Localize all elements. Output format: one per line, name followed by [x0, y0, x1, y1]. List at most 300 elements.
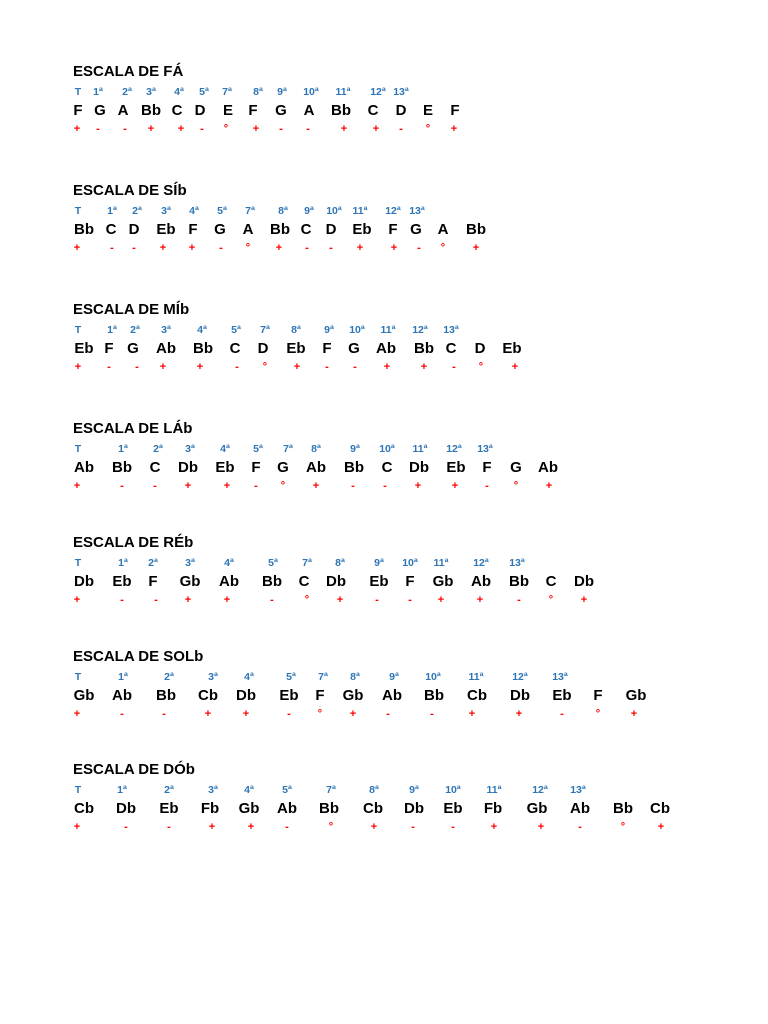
- interval-marker: +: [349, 708, 357, 720]
- scale-section: [0, 761, 768, 841]
- note-label: E: [422, 102, 434, 119]
- interval-marker: +: [275, 242, 283, 254]
- interval-marker: +: [312, 480, 320, 492]
- interval-marker: °: [440, 242, 446, 254]
- interval-marker: -: [123, 123, 127, 135]
- degree-label: 9ª: [409, 784, 419, 796]
- degree-label: 8ª: [350, 671, 360, 683]
- degree-label: 2ª: [122, 86, 132, 98]
- interval-marker: °: [548, 594, 554, 606]
- interval-marker: +: [184, 594, 192, 606]
- scale-section: [0, 648, 768, 728]
- interval-marker: +: [242, 708, 250, 720]
- degree-label: 12ª: [532, 784, 548, 796]
- note-label: D: [194, 102, 206, 119]
- note-label: Eb: [215, 459, 235, 476]
- degree-label: 2ª: [153, 443, 163, 455]
- interval-marker: -: [153, 480, 157, 492]
- note-label: F: [148, 573, 158, 590]
- interval-marker: +: [580, 594, 588, 606]
- note-label: F: [104, 340, 114, 357]
- interval-marker: -: [279, 123, 283, 135]
- interval-marker: -: [235, 361, 239, 373]
- degree-label: 8ª: [369, 784, 379, 796]
- interval-marker: +: [414, 480, 422, 492]
- note-label: G: [94, 102, 106, 119]
- interval-marker: +: [204, 708, 212, 720]
- note-label: Eb: [443, 800, 463, 817]
- interval-marker: +: [252, 123, 260, 135]
- interval-marker: -: [120, 594, 124, 606]
- note-label: Bb: [344, 459, 364, 476]
- interval-marker: -: [560, 708, 564, 720]
- interval-marker: +: [208, 821, 216, 833]
- degree-label: 3ª: [208, 671, 218, 683]
- interval-marker: -: [329, 242, 333, 254]
- scale-title: ESCALA DE DÓb: [73, 761, 195, 778]
- note-label: C: [367, 102, 379, 119]
- note-label: Gb: [526, 800, 548, 817]
- interval-marker: -: [411, 821, 415, 833]
- interval-marker: -: [451, 821, 455, 833]
- interval-marker: +: [147, 123, 155, 135]
- degree-label: 7ª: [245, 205, 255, 217]
- interval-marker: -: [107, 361, 111, 373]
- note-label: F: [593, 687, 603, 704]
- degree-label: 10ª: [402, 557, 418, 569]
- degree-label: 9ª: [324, 324, 334, 336]
- degree-label: 4ª: [244, 671, 254, 683]
- degree-label: 10ª: [425, 671, 441, 683]
- degree-label: 12ª: [385, 205, 401, 217]
- degree-label: 5ª: [199, 86, 209, 98]
- interval-marker: -: [110, 242, 114, 254]
- interval-marker: +: [223, 480, 231, 492]
- interval-marker: +: [188, 242, 196, 254]
- note-label: Bb: [112, 459, 132, 476]
- note-label: F: [450, 102, 460, 119]
- note-label: C: [545, 573, 557, 590]
- note-label: C: [171, 102, 183, 119]
- degree-label: 12ª: [370, 86, 386, 98]
- note-label: C: [229, 340, 241, 357]
- interval-marker: °: [328, 821, 334, 833]
- degree-label: 1ª: [107, 205, 117, 217]
- scale-section: [0, 301, 768, 381]
- note-label: Eb: [446, 459, 466, 476]
- degree-label: 8ª: [291, 324, 301, 336]
- interval-marker: +: [515, 708, 523, 720]
- note-label: F: [482, 459, 492, 476]
- note-label: Ab: [156, 340, 176, 357]
- interval-marker: +: [73, 708, 81, 720]
- interval-marker: +: [420, 361, 428, 373]
- note-label: F: [315, 687, 325, 704]
- interval-marker: -: [417, 242, 421, 254]
- interval-marker: °: [425, 123, 431, 135]
- note-label: D: [128, 221, 140, 238]
- interval-marker: -: [154, 594, 158, 606]
- interval-marker: +: [451, 480, 459, 492]
- note-label: F: [188, 221, 198, 238]
- note-label: Bb: [613, 800, 633, 817]
- degree-label: 7ª: [302, 557, 312, 569]
- degree-label: 8ª: [335, 557, 345, 569]
- interval-marker: -: [353, 361, 357, 373]
- note-label: D: [395, 102, 407, 119]
- interval-marker: -: [124, 821, 128, 833]
- interval-marker: °: [280, 480, 286, 492]
- note-label: F: [322, 340, 332, 357]
- degree-label: 9ª: [350, 443, 360, 455]
- degree-label: 1ª: [93, 86, 103, 98]
- note-label: F: [251, 459, 261, 476]
- note-label: Ab: [112, 687, 132, 704]
- note-label: C: [149, 459, 161, 476]
- interval-marker: °: [245, 242, 251, 254]
- note-label: Bb: [193, 340, 213, 357]
- note-label: Db: [404, 800, 424, 817]
- note-label: F: [405, 573, 415, 590]
- interval-marker: -: [399, 123, 403, 135]
- interval-marker: -: [167, 821, 171, 833]
- note-label: A: [242, 221, 254, 238]
- note-label: Bb: [509, 573, 529, 590]
- degree-label: 5ª: [268, 557, 278, 569]
- degree-label: 4ª: [197, 324, 207, 336]
- interval-marker: °: [620, 821, 626, 833]
- degree-label: 3ª: [161, 324, 171, 336]
- degree-label: 11ª: [380, 324, 396, 336]
- degree-label: 11ª: [335, 86, 351, 98]
- note-label: Eb: [502, 340, 522, 357]
- degree-label: 1ª: [118, 671, 128, 683]
- note-label: F: [73, 102, 83, 119]
- note-label: Fb: [483, 800, 503, 817]
- interval-marker: -: [285, 821, 289, 833]
- note-label: G: [214, 221, 226, 238]
- degree-label: T: [74, 671, 82, 683]
- interval-marker: +: [370, 821, 378, 833]
- note-label: Ab: [570, 800, 590, 817]
- note-label: C: [300, 221, 312, 238]
- interval-marker: -: [325, 361, 329, 373]
- interval-marker: +: [159, 242, 167, 254]
- degree-label: 7ª: [318, 671, 328, 683]
- interval-marker: +: [490, 821, 498, 833]
- interval-marker: +: [73, 123, 81, 135]
- note-label: Db: [178, 459, 198, 476]
- interval-marker: -: [375, 594, 379, 606]
- degree-label: 9ª: [277, 86, 287, 98]
- note-label: Bb: [262, 573, 282, 590]
- note-label: A: [303, 102, 315, 119]
- interval-marker: -: [270, 594, 274, 606]
- degree-label: 1ª: [118, 443, 128, 455]
- interval-marker: -: [162, 708, 166, 720]
- degree-label: 5ª: [282, 784, 292, 796]
- degree-label: 13ª: [477, 443, 493, 455]
- note-label: Eb: [352, 221, 372, 238]
- note-label: D: [474, 340, 486, 357]
- interval-marker: -: [254, 480, 258, 492]
- scale-section: [0, 534, 768, 614]
- note-label: Cb: [198, 687, 218, 704]
- degree-label: 11ª: [468, 671, 484, 683]
- note-label: Ab: [306, 459, 326, 476]
- degree-label: T: [74, 443, 82, 455]
- note-label: Cb: [650, 800, 670, 817]
- interval-marker: -: [408, 594, 412, 606]
- scale-title: ESCALA DE SÍb: [73, 182, 187, 199]
- degree-label: 10ª: [303, 86, 319, 98]
- note-label: Ab: [538, 459, 558, 476]
- interval-marker: -: [305, 242, 309, 254]
- interval-marker: -: [219, 242, 223, 254]
- interval-marker: °: [513, 480, 519, 492]
- interval-marker: -: [132, 242, 136, 254]
- interval-marker: -: [120, 480, 124, 492]
- interval-marker: -: [578, 821, 582, 833]
- note-label: G: [410, 221, 422, 238]
- interval-marker: -: [120, 708, 124, 720]
- note-label: Eb: [159, 800, 179, 817]
- note-label: Bb: [156, 687, 176, 704]
- degree-label: 9ª: [374, 557, 384, 569]
- degree-label: 4ª: [244, 784, 254, 796]
- note-label: Bb: [466, 221, 486, 238]
- interval-marker: +: [383, 361, 391, 373]
- degree-label: 1ª: [107, 324, 117, 336]
- interval-marker: +: [73, 594, 81, 606]
- degree-label: 4ª: [220, 443, 230, 455]
- scale-title: ESCALA DE LÁb: [73, 420, 193, 437]
- degree-label: 13ª: [393, 86, 409, 98]
- note-label: Db: [74, 573, 94, 590]
- interval-marker: -: [517, 594, 521, 606]
- degree-label: T: [74, 205, 82, 217]
- interval-marker: -: [386, 708, 390, 720]
- degree-label: 7ª: [260, 324, 270, 336]
- note-label: Gb: [432, 573, 454, 590]
- interval-marker: +: [472, 242, 480, 254]
- note-label: D: [325, 221, 337, 238]
- interval-marker: +: [437, 594, 445, 606]
- degree-label: 13ª: [552, 671, 568, 683]
- note-label: Gb: [179, 573, 201, 590]
- interval-marker: +: [159, 361, 167, 373]
- note-label: Bb: [270, 221, 290, 238]
- interval-marker: +: [247, 821, 255, 833]
- note-label: F: [248, 102, 258, 119]
- degree-label: 1ª: [117, 784, 127, 796]
- degree-label: 8ª: [278, 205, 288, 217]
- note-label: Db: [510, 687, 530, 704]
- degree-label: 5ª: [286, 671, 296, 683]
- degree-label: T: [74, 324, 82, 336]
- note-label: Gb: [342, 687, 364, 704]
- degree-label: 12ª: [412, 324, 428, 336]
- note-label: G: [127, 340, 139, 357]
- interval-marker: °: [262, 361, 268, 373]
- note-label: Db: [574, 573, 594, 590]
- degree-label: 1ª: [118, 557, 128, 569]
- note-label: E: [222, 102, 234, 119]
- degree-label: T: [74, 784, 82, 796]
- interval-marker: +: [73, 480, 81, 492]
- degree-label: 8ª: [253, 86, 263, 98]
- degree-label: 5ª: [217, 205, 227, 217]
- degree-label: 3ª: [185, 443, 195, 455]
- interval-marker: -: [306, 123, 310, 135]
- interval-marker: +: [74, 361, 82, 373]
- interval-marker: -: [200, 123, 204, 135]
- note-label: Fb: [200, 800, 220, 817]
- interval-marker: +: [73, 821, 81, 833]
- interval-marker: +: [372, 123, 380, 135]
- interval-marker: +: [468, 708, 476, 720]
- note-label: Cb: [74, 800, 94, 817]
- degree-label: 12ª: [446, 443, 462, 455]
- note-label: Ab: [471, 573, 491, 590]
- interval-marker: +: [476, 594, 484, 606]
- degree-label: 3ª: [185, 557, 195, 569]
- degree-label: T: [74, 557, 82, 569]
- degree-label: 4ª: [224, 557, 234, 569]
- degree-label: 8ª: [311, 443, 321, 455]
- note-label: Eb: [369, 573, 389, 590]
- degree-label: 13ª: [509, 557, 525, 569]
- degree-label: 11ª: [433, 557, 449, 569]
- interval-marker: °: [478, 361, 484, 373]
- degree-label: 5ª: [253, 443, 263, 455]
- degree-label: 11ª: [352, 205, 368, 217]
- note-label: Eb: [552, 687, 572, 704]
- note-label: Cb: [363, 800, 383, 817]
- note-label: C: [298, 573, 310, 590]
- degree-label: T: [74, 86, 82, 98]
- note-label: Db: [236, 687, 256, 704]
- note-label: Bb: [319, 800, 339, 817]
- interval-marker: -: [135, 361, 139, 373]
- interval-marker: +: [450, 123, 458, 135]
- degree-label: 7ª: [222, 86, 232, 98]
- note-label: Bb: [414, 340, 434, 357]
- interval-marker: +: [340, 123, 348, 135]
- degree-label: 3ª: [161, 205, 171, 217]
- degree-label: 12ª: [473, 557, 489, 569]
- note-label: Ab: [74, 459, 94, 476]
- interval-marker: -: [430, 708, 434, 720]
- note-label: C: [445, 340, 457, 357]
- note-label: A: [117, 102, 129, 119]
- note-label: Eb: [279, 687, 299, 704]
- degree-label: 9ª: [389, 671, 399, 683]
- scale-section: [0, 63, 768, 143]
- degree-label: 13ª: [409, 205, 425, 217]
- interval-marker: +: [73, 242, 81, 254]
- interval-marker: +: [630, 708, 638, 720]
- note-label: Ab: [382, 687, 402, 704]
- note-label: G: [275, 102, 287, 119]
- note-label: D: [257, 340, 269, 357]
- degree-label: 7ª: [326, 784, 336, 796]
- degree-label: 5ª: [231, 324, 241, 336]
- degree-label: 2ª: [130, 324, 140, 336]
- interval-marker: +: [196, 361, 204, 373]
- note-label: C: [381, 459, 393, 476]
- note-label: A: [437, 221, 449, 238]
- note-label: Eb: [74, 340, 94, 357]
- note-label: Db: [409, 459, 429, 476]
- interval-marker: +: [177, 123, 185, 135]
- note-label: G: [277, 459, 289, 476]
- degree-label: 13ª: [443, 324, 459, 336]
- note-label: G: [510, 459, 522, 476]
- note-label: Eb: [156, 221, 176, 238]
- degree-label: 2ª: [164, 784, 174, 796]
- note-label: G: [348, 340, 360, 357]
- degree-label: 3ª: [146, 86, 156, 98]
- degree-label: 10ª: [379, 443, 395, 455]
- degree-label: 2ª: [164, 671, 174, 683]
- note-label: Gb: [625, 687, 647, 704]
- interval-marker: +: [356, 242, 364, 254]
- note-label: Bb: [424, 687, 444, 704]
- degree-label: 4ª: [189, 205, 199, 217]
- scale-section: [0, 182, 768, 262]
- scale-section: [0, 420, 768, 500]
- scale-title: ESCALA DE RÉb: [73, 534, 194, 551]
- note-label: C: [105, 221, 117, 238]
- note-label: Eb: [286, 340, 306, 357]
- interval-marker: +: [511, 361, 519, 373]
- degree-label: 11ª: [486, 784, 502, 796]
- interval-marker: +: [293, 361, 301, 373]
- interval-marker: °: [595, 708, 601, 720]
- degree-label: 10ª: [445, 784, 461, 796]
- interval-marker: +: [537, 821, 545, 833]
- note-label: Db: [326, 573, 346, 590]
- degree-label: 4ª: [174, 86, 184, 98]
- interval-marker: -: [287, 708, 291, 720]
- interval-marker: °: [223, 123, 229, 135]
- degree-label: 3ª: [208, 784, 218, 796]
- interval-marker: +: [336, 594, 344, 606]
- degree-label: 7ª: [283, 443, 293, 455]
- interval-marker: -: [383, 480, 387, 492]
- interval-marker: +: [184, 480, 192, 492]
- note-label: Gb: [238, 800, 260, 817]
- scale-title: ESCALA DE FÁ: [73, 63, 184, 80]
- note-label: Ab: [277, 800, 297, 817]
- note-label: F: [388, 221, 398, 238]
- scale-title: ESCALA DE MÍb: [73, 301, 190, 318]
- interval-marker: -: [96, 123, 100, 135]
- degree-label: 10ª: [349, 324, 365, 336]
- note-label: Bb: [141, 102, 161, 119]
- interval-marker: -: [485, 480, 489, 492]
- note-label: Bb: [74, 221, 94, 238]
- note-label: Eb: [112, 573, 132, 590]
- interval-marker: °: [317, 708, 323, 720]
- scale-title: ESCALA DE SOLb: [73, 648, 204, 665]
- interval-marker: +: [657, 821, 665, 833]
- degree-label: 11ª: [412, 443, 428, 455]
- note-label: Cb: [467, 687, 487, 704]
- interval-marker: +: [545, 480, 553, 492]
- note-label: Db: [116, 800, 136, 817]
